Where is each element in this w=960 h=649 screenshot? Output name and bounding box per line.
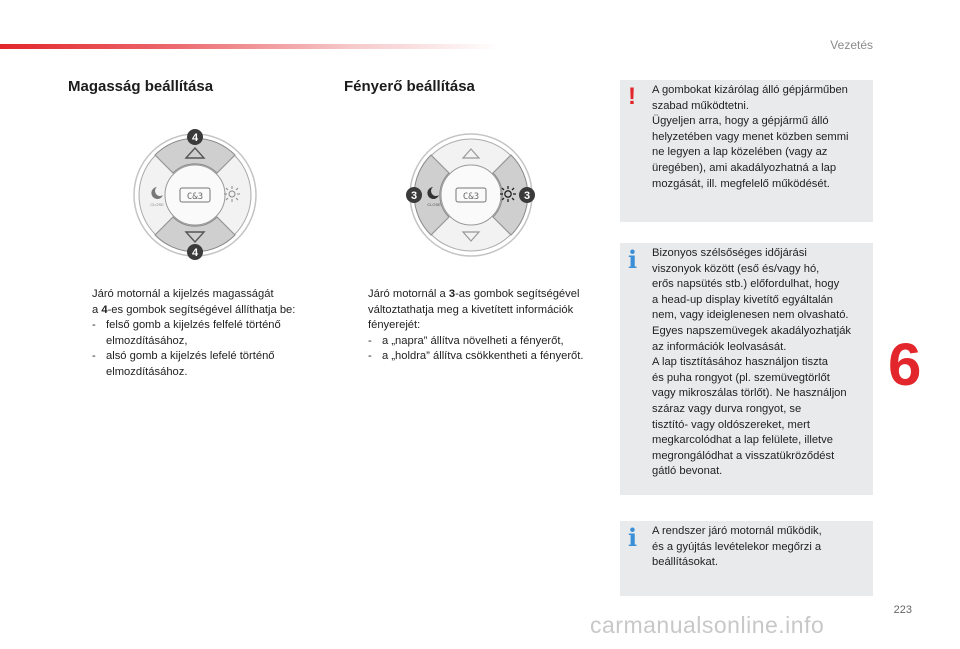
dash-item: - felső gomb a kijelzés felfelé történő elmozdításához, bbox=[92, 319, 281, 347]
warning-icon: ! bbox=[628, 83, 636, 110]
height-heading: Magasság beállítása bbox=[68, 78, 214, 95]
brightness-bullet: Járó motornál a 3-as gombok segítségével változtathatja meg a kivetített információk fényerejét: bbox=[346, 287, 606, 334]
lcd-label: C&3 bbox=[462, 192, 480, 202]
brightness-instructions bbox=[346, 287, 606, 365]
bullet-icon bbox=[70, 287, 92, 318]
height-bullet: Járó motornál a kijelzés magasságát a 4-es gombok segítségével állíthatja be: bbox=[70, 287, 320, 318]
dash-item: - alsó gomb a kijelzés lefelé történő elmozdításához. bbox=[92, 350, 275, 378]
page-number: 223 bbox=[893, 604, 912, 616]
warning-note: ! A gombokat kizárólag álló gépjárműben szabad működtetni. Ügyeljen arra, hogy a gépjármű álló helyzetében vagy menet közben semmi ne legyen a lap közelében (vagy az üregében), ami akadályozhatná a lap mozgását, ill. megfelelő működését. bbox=[620, 80, 873, 222]
dash-item: - a „napra” állítva növelheti a fényerőt, bbox=[368, 334, 564, 347]
callout-4-top-label: 4 bbox=[191, 132, 199, 144]
info-note-memory: i A rendszer járó motornál működik, és a gyújtás levételekor megőrzi a beállításokat. bbox=[620, 521, 873, 596]
dash-item: - a „holdra” állítva csökkentheti a fényerőt. bbox=[368, 350, 584, 363]
close-label: CLOSE bbox=[427, 202, 441, 207]
info-note-weather: i Bizonyos szélsőséges időjárási viszonyok között (eső és/vagy hó, erős napsütés stb.) előfordulhat, hogy a head-up display kivetítő egyáltalán nem, vagy ideiglenesen nem olvasható. Egyes napszemüvegek akadályozhatják az információk leolvasását. A lap tisztításához használjon tiszta és puha rongyot (pl. szemüvegtörlőt vagy mikroszálas törlőt). Ne használjon száraz vagy durva rongyot, se tisztító- vagy oldószereket, mert megkarcolódhat a lap felülete, illetve megrongálódhat a visszatükröződést gátló bevonat. bbox=[620, 243, 873, 495]
info-icon: i bbox=[628, 245, 638, 274]
chapter-number: 6 bbox=[888, 331, 922, 398]
height-control-diagram bbox=[132, 128, 262, 260]
height-instructions bbox=[70, 287, 320, 381]
header-stripe bbox=[0, 44, 500, 49]
info-icon: i bbox=[628, 523, 638, 552]
close-label: CLOSE bbox=[150, 202, 164, 207]
callout-3-right-label: 3 bbox=[523, 190, 531, 202]
callout-3-left-label: 3 bbox=[410, 190, 418, 202]
lcd-label: C&3 bbox=[186, 192, 204, 202]
brightness-heading: Fényerő beállítása bbox=[344, 78, 475, 95]
bullet-icon bbox=[346, 287, 368, 334]
callout-4-bottom-label: 4 bbox=[191, 247, 199, 259]
chapter-title: Vezetés bbox=[830, 38, 873, 52]
brightness-control-diagram bbox=[406, 128, 536, 260]
watermark: carmanualsonline.info bbox=[590, 612, 825, 638]
